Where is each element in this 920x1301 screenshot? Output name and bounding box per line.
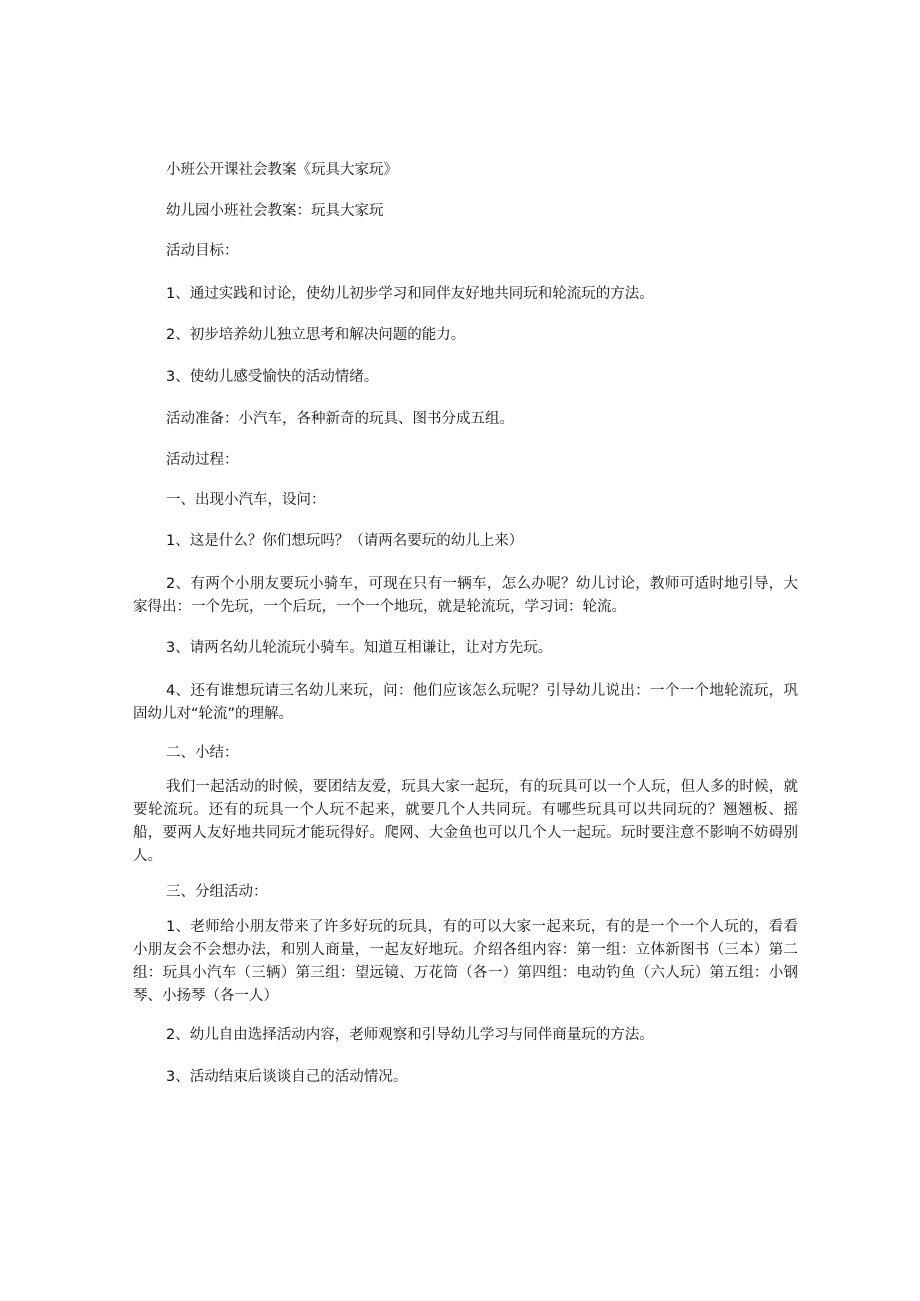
section1-item-1: 1、这是什么？你们想玩吗？（请两名要玩的幼儿上来）: [166, 533, 524, 549]
section2-paragraph: 我们一起活动的时候，要团结友爱，玩具大家一起玩，有的玩具可以一个人玩，但人多的时候，就要轮流玩。还有的玩具一个人玩不起来，就要几个人共同玩。有哪些玩具可以共同玩的？翘翘板、摇船，要两人友好地共同玩才能玩得好。爬网、大金鱼也可以几个人一起玩。玩时要注意不影响不妨碍别人。: [133, 779, 798, 864]
section3-item-3: 3、活动结束后谈谈自己的活动情况。: [166, 1069, 408, 1085]
section1-heading: 一、出现小汽车，设问：: [166, 492, 326, 508]
section1-item-2: 2、有两个小朋友要玩小骑车，可现在只有一辆车，怎么办呢？幼儿讨论，教师可适时地引导，大家得出：一个先玩，一个后玩，一个一个地玩，就是轮流玩，学习词：轮流。: [133, 576, 798, 615]
preparation-paragraph: 活动准备：小汽车，各种新奇的玩具、图书分成五组。: [166, 411, 514, 427]
goal-item-3: 3、使幼儿感受愉快的活动情绪。: [166, 369, 379, 385]
goal-item-2: 2、初步培养幼儿独立思考和解决问题的能力。: [166, 327, 466, 343]
section3-heading: 三、分组活动：: [166, 884, 268, 900]
document-title: 小班公开课社会教案《玩具大家玩》: [166, 162, 398, 178]
section1-item-3: 3、请两名幼儿轮流玩小骑车。知道互相谦让，让对方先玩。: [166, 640, 553, 656]
process-heading: 活动过程：: [166, 452, 239, 468]
goals-heading: 活动目标：: [166, 243, 239, 259]
section3-item-2: 2、幼儿自由选择活动内容，老师观察和引导幼儿学习与同伴商量玩的方法。: [166, 1027, 654, 1043]
section1-item-4: 4、还有谁想玩请三名幼儿来玩，问：他们应该怎么玩呢？引导幼儿说出：一个一个地轮流玩，巩固幼儿对“轮流”的理解。: [133, 683, 798, 722]
section2-heading: 二、小结：: [166, 745, 239, 761]
goal-item-1: 1、通过实践和讨论，使幼儿初步学习和同伴友好地共同玩和轮流玩的方法。: [166, 286, 654, 302]
section3-item-1: 1、老师给小朋友带来了许多好玩的玩具，有的可以大家一起来玩，有的是一个一个人玩的，看看小朋友会不会想办法，和别人商量，一起友好地玩。介绍各组内容：第一组：立体新图书（三本）第二组：玩具小汽车（三辆）第三组：望远镜、万花筒（各一）第四组：电动钓鱼（六人玩）第五组：小钢琴、小扬琴（各一人）: [133, 919, 798, 1004]
document-subtitle: 幼儿园小班社会教案：玩具大家玩: [166, 203, 384, 219]
